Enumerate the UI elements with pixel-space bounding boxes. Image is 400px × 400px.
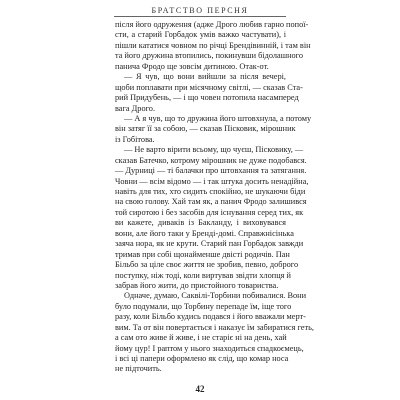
text-line: — Дурниці — ті балачки про штовхання та затягання. bbox=[115, 166, 307, 176]
text-line: йому цур! І раптом у нього знаходиться спадкоємець, bbox=[115, 343, 304, 353]
text-line: вим. Та от він повертається і наказує їм забиратися геть, bbox=[115, 322, 314, 332]
text-line: та його дружина втопились, покинувши бідолашного bbox=[115, 51, 304, 61]
text-line: із Гобітова. bbox=[115, 134, 155, 144]
text-line: — Не варто вірити всьому, що чуєш, Пісковику, — bbox=[124, 145, 304, 155]
text-line: щоби поплавати при місячному світлі, — сказав Ста- bbox=[115, 82, 303, 92]
text-line: — Я чув, що вони вийшли за після вечері, bbox=[124, 72, 286, 82]
text-line: — А я чув, що то дружина його штовхнула, а потому bbox=[124, 113, 312, 123]
text-line: Більбо за ціле своє життя не зробив, певно, доброго bbox=[115, 260, 299, 270]
text-line: заяча нора, як не крути. Старий пан Горбадок завжди bbox=[115, 239, 304, 249]
header-rule bbox=[114, 16, 286, 17]
running-header: БРАТСТВО ПЕРСНЯ bbox=[151, 6, 249, 15]
text-line: після його одруження (адже Дрого любив гарно попої- bbox=[115, 20, 309, 29]
text-line: панича Фродо ще зовсім дитиною. Отак-от. bbox=[115, 61, 269, 71]
text-line: він затяг її за собою, — сказав Пісковик, мірошник bbox=[115, 124, 296, 134]
text-line: поступку, ніж тоді, коли виртував звідти хлопця й bbox=[115, 270, 291, 280]
text-line: тримав при собі щонайменше двісті родичів. Пан bbox=[115, 249, 290, 259]
text-line: навіть для тих, хто сидить спокійно, не шукаючи біди bbox=[115, 187, 306, 196]
text-line: забрав його жити, до пристойного товариства. bbox=[115, 280, 279, 290]
text-line: і всі ці папери оформлено як слід, що комар носа bbox=[115, 354, 289, 363]
text-line: не підточить. bbox=[115, 364, 162, 374]
text-line: сказав Батечко, котрому мірошник не дуже подобався. bbox=[115, 155, 307, 165]
text-line: Човни — всім відомо — і так штука досить ненадійна, bbox=[115, 176, 309, 186]
text-line: рий Придубень, — і що човен потопила насамперед bbox=[115, 93, 299, 103]
text-line: на свою голову. Хай там як, а панич Фродо залишився bbox=[115, 197, 307, 207]
text-line: сти, а старий Горбадок умів важко частувати), і bbox=[115, 30, 286, 40]
page-number: 42 bbox=[195, 384, 205, 394]
text-line: пішли кататися човном по річці Брендівинній, і там він bbox=[115, 40, 311, 50]
text-line: разу, коли Більбо кудись подався і його вважали мерт- bbox=[115, 312, 306, 322]
text-line: Одначе, думаю, Саквілі-Торбини побивалися. Вони bbox=[124, 291, 307, 301]
text-line: ви кажете, диваків із Бакланду, і виховувався bbox=[115, 218, 286, 228]
body-text bbox=[115, 20, 314, 375]
text-line: було подумали, що Торбину перепаде їм, іще того bbox=[115, 301, 292, 311]
text-line: а сам ото живе й живе, і не старіє ні на день, хай bbox=[115, 333, 287, 343]
text-line: вони, але його таки у Бренді-домі. Справжнісінька bbox=[115, 228, 294, 238]
text-line: той сиротою і без засобів для існування серед тих, як bbox=[115, 207, 304, 217]
text-line: вага Дрого. bbox=[115, 103, 156, 113]
